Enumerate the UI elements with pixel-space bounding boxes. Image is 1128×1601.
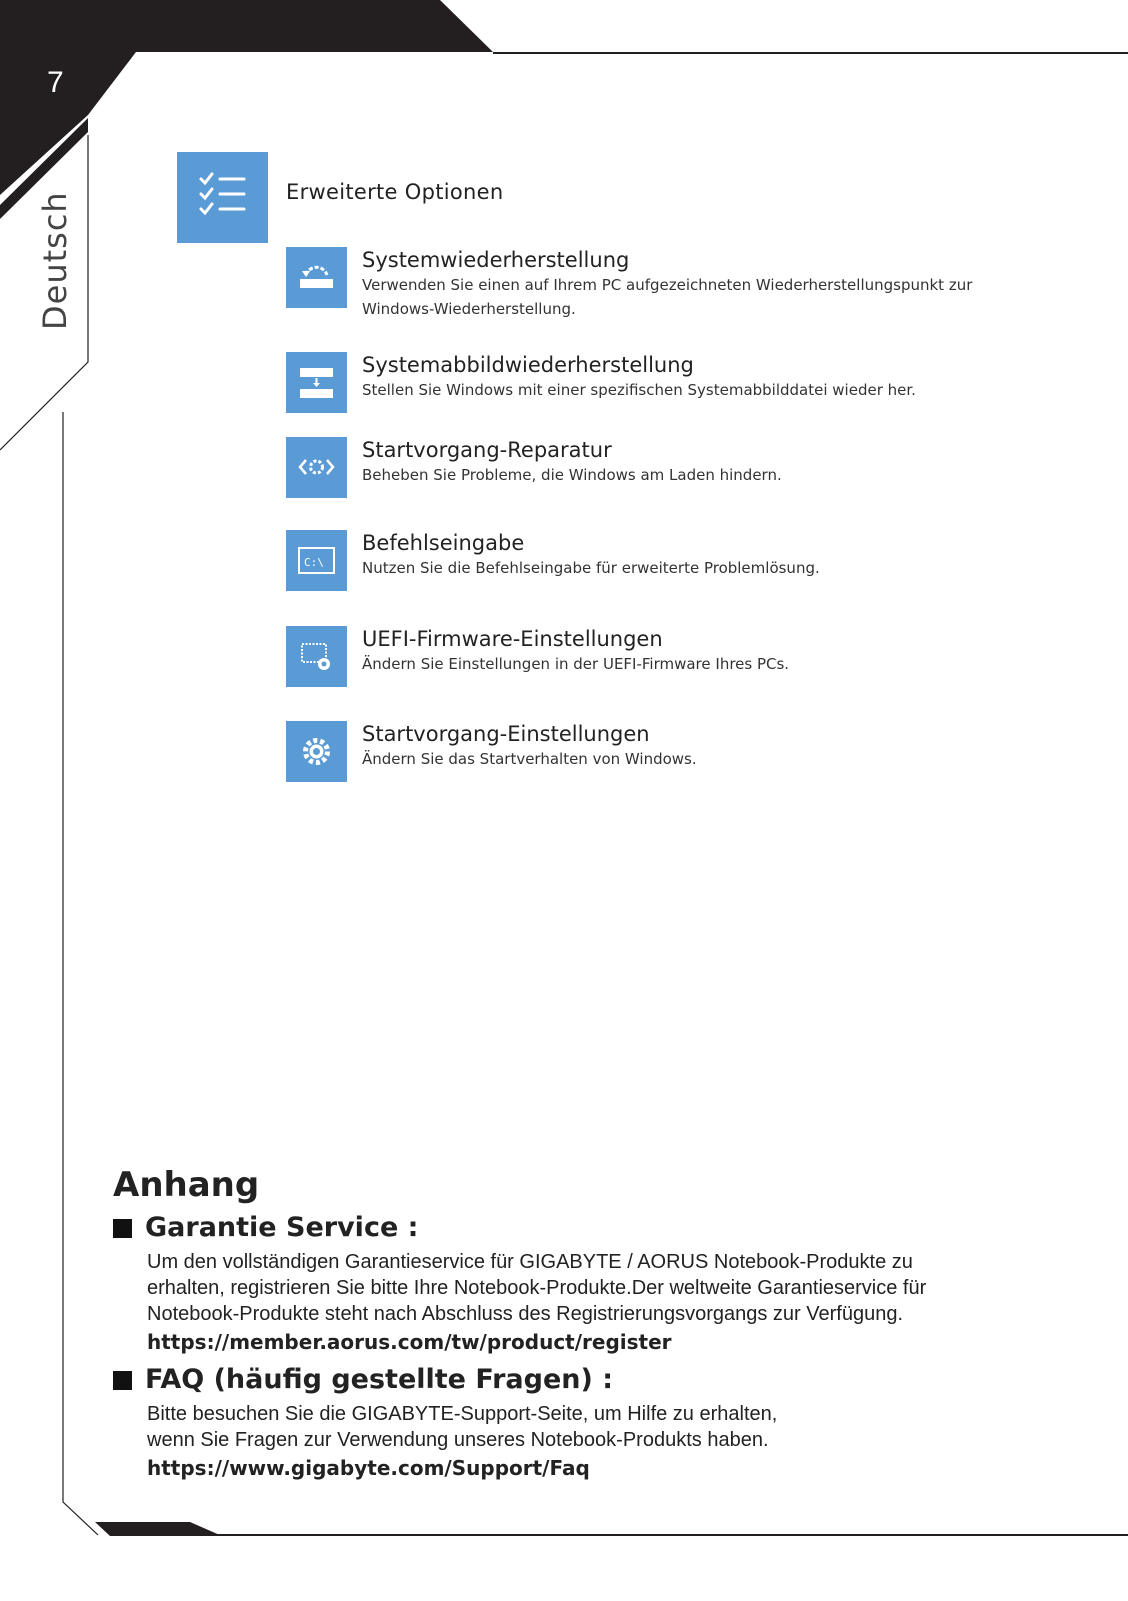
appendix-section: [113, 1165, 1073, 1483]
faq-title-text: FAQ (häufig gestellte Fragen) :: [145, 1364, 614, 1395]
option-title: Systemwiederherstellung: [362, 248, 630, 272]
warranty-line: Um den vollständigen Garantieservice für GIGABYTE / AORUS Notebook-Produkte zu: [147, 1251, 913, 1273]
warranty-title: [113, 1211, 1073, 1245]
language-tab: Deutsch: [36, 191, 74, 330]
option-desc: Beheben Sie Probleme, die Windows am Laden hindern.: [362, 466, 782, 484]
option-title: UEFI-Firmware-Einstellungen: [362, 627, 663, 651]
warranty-body: [147, 1249, 1073, 1327]
svg-text:C:\: C:\: [304, 556, 324, 569]
warranty-line: erhalten, registrieren Sie bitte Ihre Notebook-Produkte.Der weltweite Garantieservice für: [147, 1277, 927, 1299]
faq-body: [147, 1401, 1073, 1453]
warranty-link[interactable]: https://member.aorus.com/tw/product/register: [147, 1330, 672, 1354]
warranty-line: Notebook-Produkte steht nach Abschluss des Registrierungsvorgangs zur Verfügung.: [147, 1303, 903, 1325]
startup-settings-icon: [286, 721, 347, 782]
faq-title: [113, 1363, 1073, 1397]
system-restore-icon: [286, 247, 347, 308]
system-image-icon: [286, 352, 347, 413]
warranty-title-text: Garantie Service :: [145, 1212, 419, 1243]
option-title: Startvorgang-Einstellungen: [362, 722, 650, 746]
square-bullet-icon: [113, 1219, 132, 1238]
checklist-icon: [177, 152, 268, 243]
uefi-settings-icon: [286, 626, 347, 687]
option-desc: Ändern Sie das Startverhalten von Windows.: [362, 750, 697, 768]
option-desc: Nutzen Sie die Befehlseingabe für erweiterte Problemlösung.: [362, 559, 820, 577]
option-desc: Stellen Sie Windows mit einer spezifischen Systemabbilddatei wieder her.: [362, 381, 916, 399]
option-title: Startvorgang-Reparatur: [362, 438, 612, 462]
option-title: Befehlseingabe: [362, 531, 525, 555]
faq-link[interactable]: https://www.gigabyte.com/Support/Faq: [147, 1456, 590, 1480]
page-number: 7: [47, 66, 64, 99]
option-desc: Verwenden Sie einen auf Ihrem PC aufgezeichneten Wiederherstellungspunkt zur: [362, 276, 973, 294]
faq-line: Bitte besuchen Sie die GIGABYTE-Support-Seite, um Hilfe zu erhalten,: [147, 1403, 778, 1425]
command-prompt-icon: [286, 530, 347, 591]
appendix-heading: Anhang: [113, 1165, 260, 1205]
startup-repair-icon: [286, 437, 347, 498]
advanced-options-title: Erweiterte Optionen: [286, 180, 504, 204]
option-desc: Ändern Sie Einstellungen in der UEFI-Firmware Ihres PCs.: [362, 655, 790, 673]
square-bullet-icon: [113, 1371, 132, 1390]
faq-line: wenn Sie Fragen zur Verwendung unseres Notebook-Produkts haben.: [147, 1429, 769, 1451]
option-desc: Windows-Wiederherstellung.: [362, 300, 576, 318]
option-title: Systemabbildwiederherstellung: [362, 353, 694, 377]
